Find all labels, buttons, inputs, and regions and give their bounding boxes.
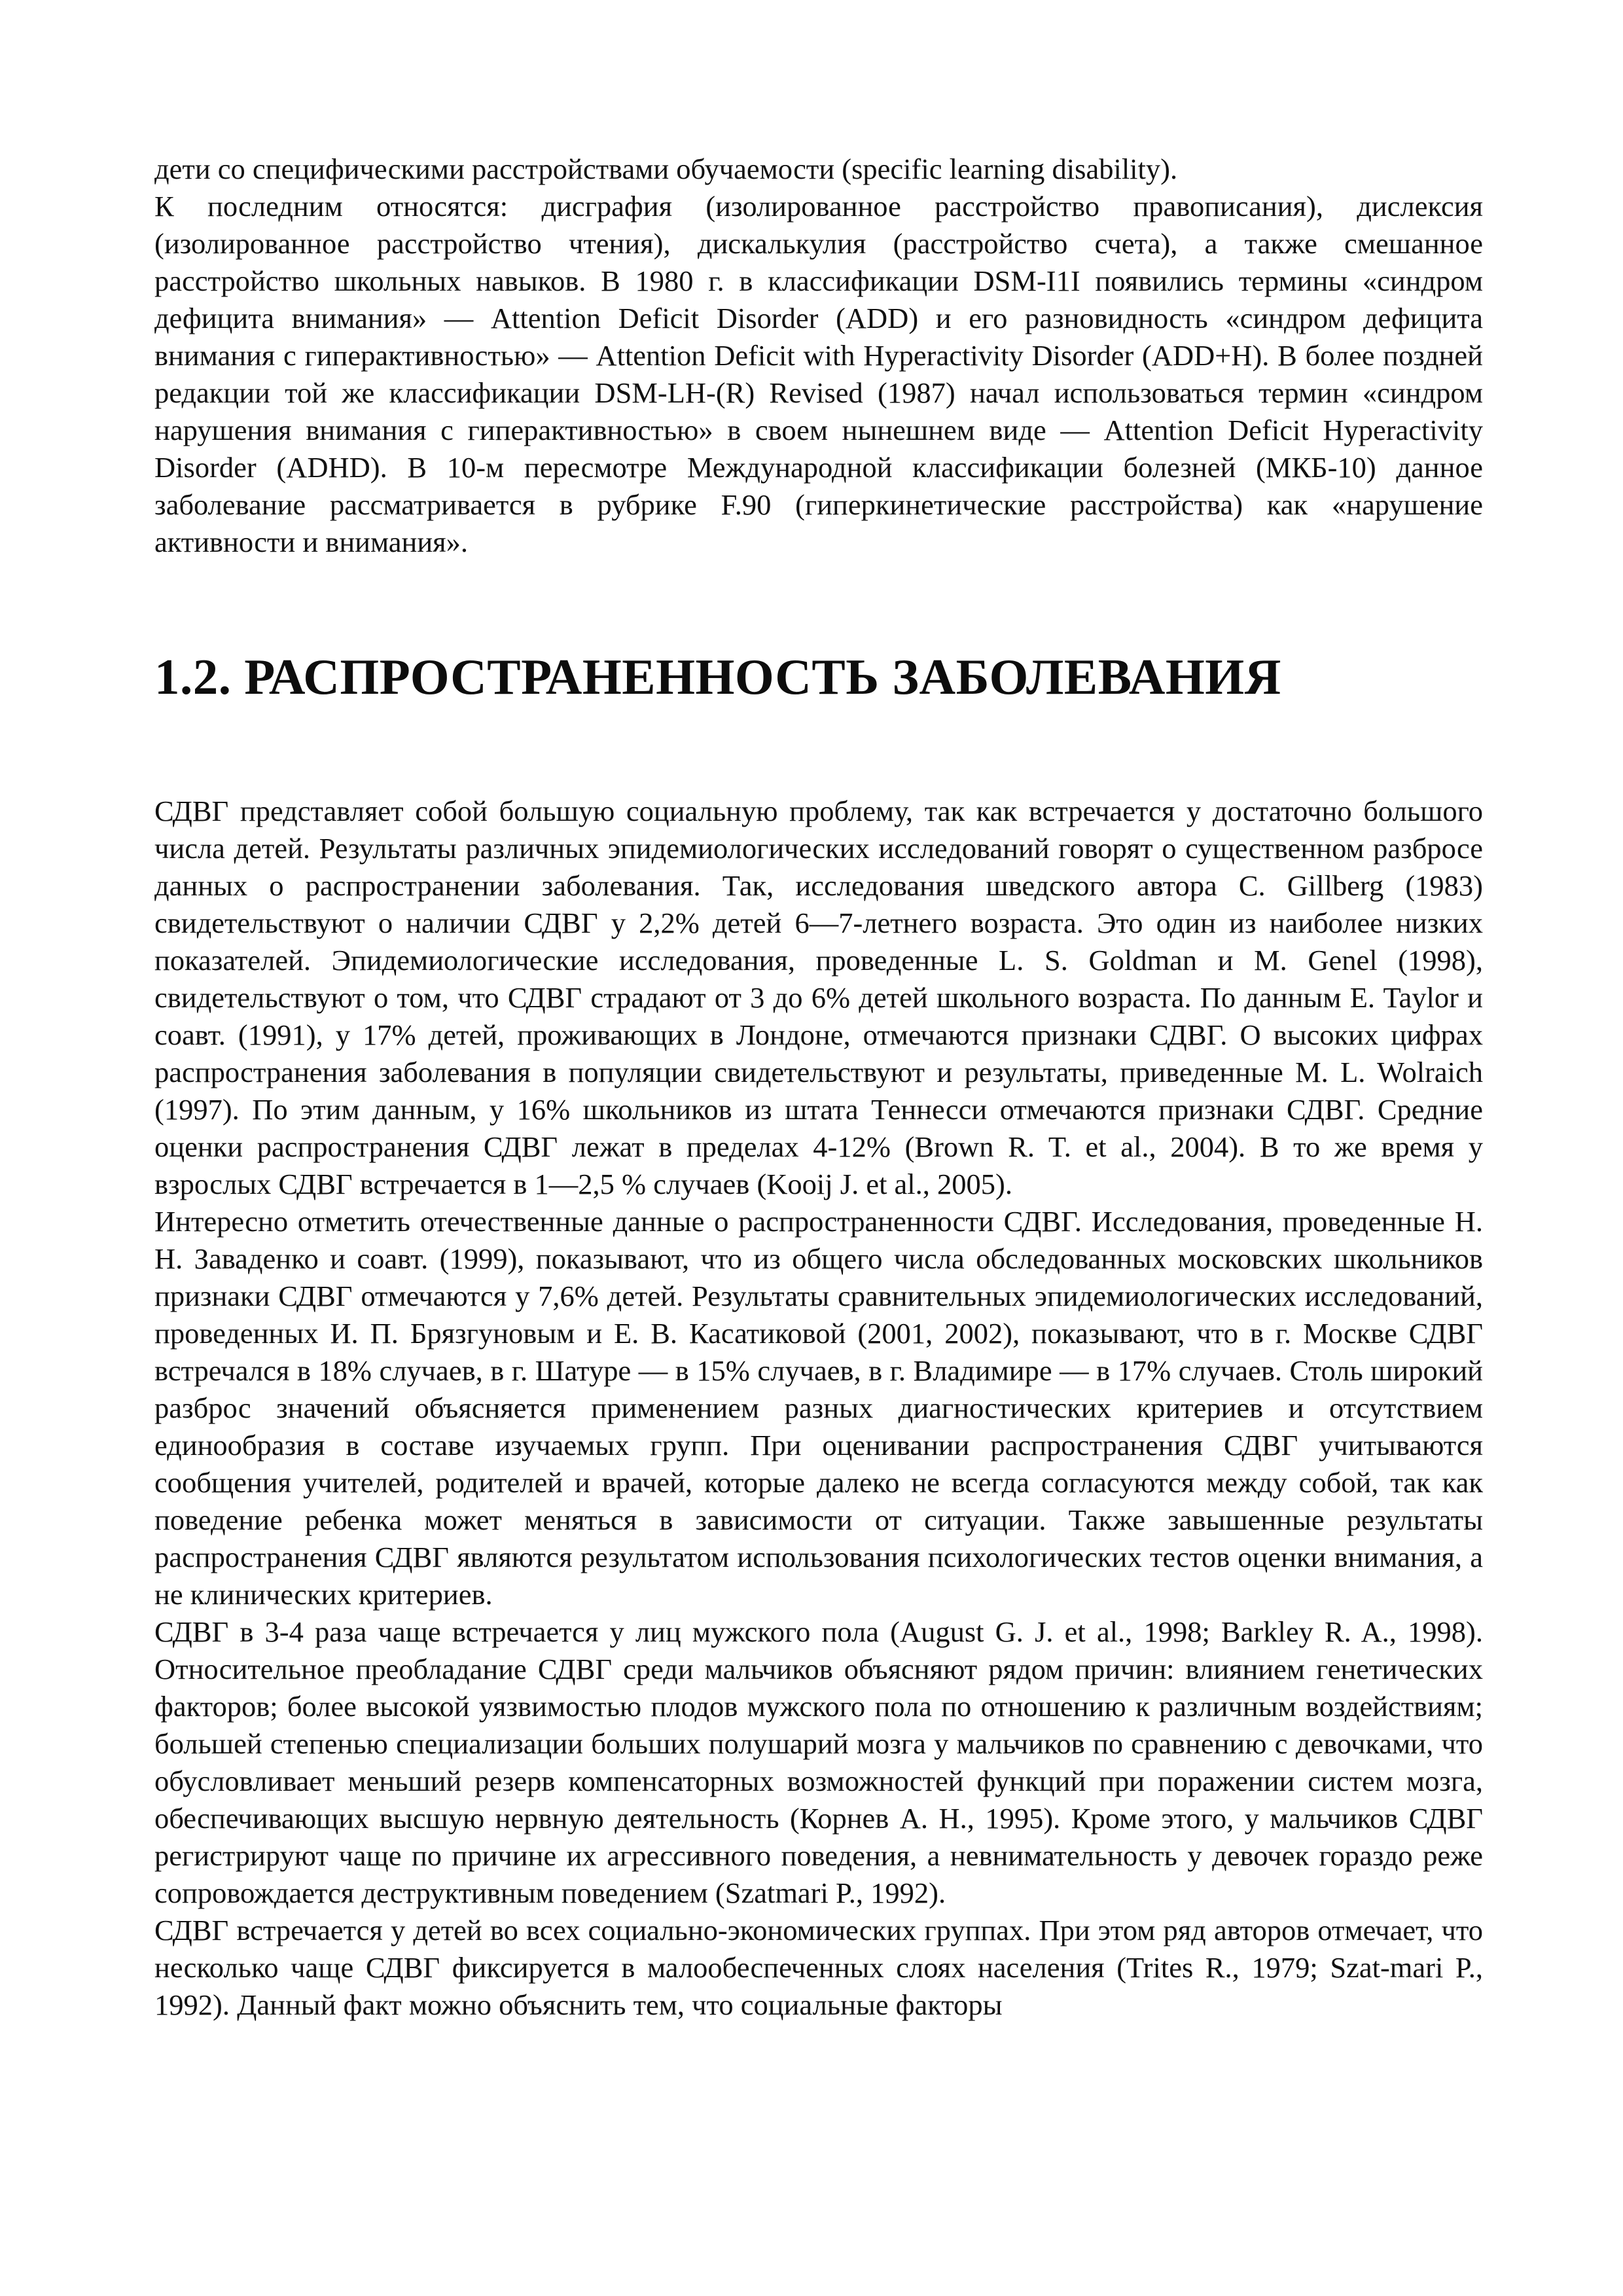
section-heading: 1.2. РАСПРОСТРАНЕННОСТЬ ЗАБОЛЕВАНИЯ: [154, 649, 1281, 705]
paragraph-prevalence-domestic: Интересно отметить отечественные данные о распространенности СДВГ. Исследования, проведенные Н. Н. Заваденко и соавт. (1999), показывают, что из общего числа обследованных московских школьников признаки СДВГ отмечаются у 7,6% детей. Результаты сравнительных эпидемиологических исследований, проведенных И. П. Брязгуновым и Е. В. Касатиковой (2001, 2002), показывают, что в г. Москве СДВГ встречался в 18% случаев, в г. Шатуре — в 15% случаев, в г. Владимире — в 17% случаев. Столь широкий разброс значений объясняется применением разных диагностических критериев и отсутствием единообразия в составе изучаемых групп. При оценивании распространения СДВГ учитываются сообщения учителей, родителей и врачей, которые далеко не всегда согласуются между собой, так как поведение ребенка может меняться в зависимости от ситуации. Также завышенные результаты распространения СДВГ являются результатом использования психологических тестов оценки внимания, а не клинических критериев.: [154, 1205, 1483, 1611]
paragraph-gender: СДВГ в 3-4 раза чаще встречается у лиц мужского пола (August G. J. et al., 1998; Barkley R. A., 1998). Относительное преобладание СДВГ среди мальчиков объясняют рядом причин: влиянием генетических факторов; более высокой уязвимостью плодов мужского пола по отношению к различным воздействиям; большей степенью специализации больших полушарий мозга у мальчиков по сравнению с девочками, что обусловливает меньший резерв компенсаторных возможностей функций при поражении систем мозга, обеспечивающих высшую нервную деятельность (Корнев А. Н., 1995). Кроме этого, у мальчиков СДВГ регистрируют чаще по причине их агрессивного поведения, а невнимательность у девочек гораздо реже сопровождается деструктивным поведением (Szatmari P., 1992).: [154, 1615, 1483, 1909]
paragraph-socioeconomic: СДВГ встречается у детей во всех социально-экономических группах. При этом ряд авторов отмечает, что несколько чаще СДВГ фиксируется в малообеспеченных слоях населения (Trites R., 1979; Szat-mari P., 1992). Данный факт можно объяснить тем, что социальные факторы: [154, 1914, 1483, 2021]
paragraph-prevalence-foreign: СДВГ представляет собой большую социальную проблему, так как встречается у достаточно большого числа детей. Результаты различных эпидемиологических исследований говорят о существенном разбросе данных о распространении заболевания. Так, исследования шведского автора C. Gillberg (1983) свидетельствуют о наличии СДВГ у 2,2% детей 6—7-летнего возраста. Это один из наиболее низких показателей. Эпидемиологические исследования, проведенные L. S. Goldman и M. Genel (1998), свидетельствуют о том, что СДВГ страдают от 3 до 6% детей школьного возраста. По данным E. Taylor и соавт. (1991), у 17% детей, проживающих в Лондоне, отмечаются признаки СДВГ. О высоких цифрах распространения заболевания в популяции свидетельствуют и результаты, приведенные M. L. Wolraich (1997). По этим данным, у 16% школьников из штата Теннесси отмечаются признаки СДВГ. Средние оценки распространения СДВГ лежат в пределах 4-12% (Brown R. T. et al., 2004). В то же время у взрослых СДВГ встречается в 1—2,5 % случаев (Kooij J. et al., 2005).: [154, 795, 1483, 1200]
document-page: [154, 151, 1483, 2024]
intro-line: дети со специфическими расстройствами обучаемости (specific learning disability).: [154, 152, 1178, 185]
paragraph-classification: К последним относятся: дисграфия (изолированное расстройство правописания), дислексия (изолированное расстройство чтения), дискалькулия (расстройство счета), а также смешанное расстройство школьных навыков. В 1980 г. в классификации DSM-I1I появились термины «синдром дефицита внимания» — Attention Deficit Disorder (ADD) и его разновидность «синдром дефицита внимания с гиперактивностью» — Attention Deficit with Hyperactivity Disorder (ADD+H). В более поздней редакции той же классификации DSM-LH-(R) Revised (1987) начал использоваться термин «синдром нарушения внимания с гиперактивностью» в своем нынешнем виде — Attention Deficit Hyperactivity Disorder (ADHD). В 10-м пересмотре Международной классификации болезней (МКБ-10) данное заболевание рассматривается в рубрике F.90 (гиперкинетические расстройства) как «нарушение активности и внимания».: [154, 190, 1483, 558]
